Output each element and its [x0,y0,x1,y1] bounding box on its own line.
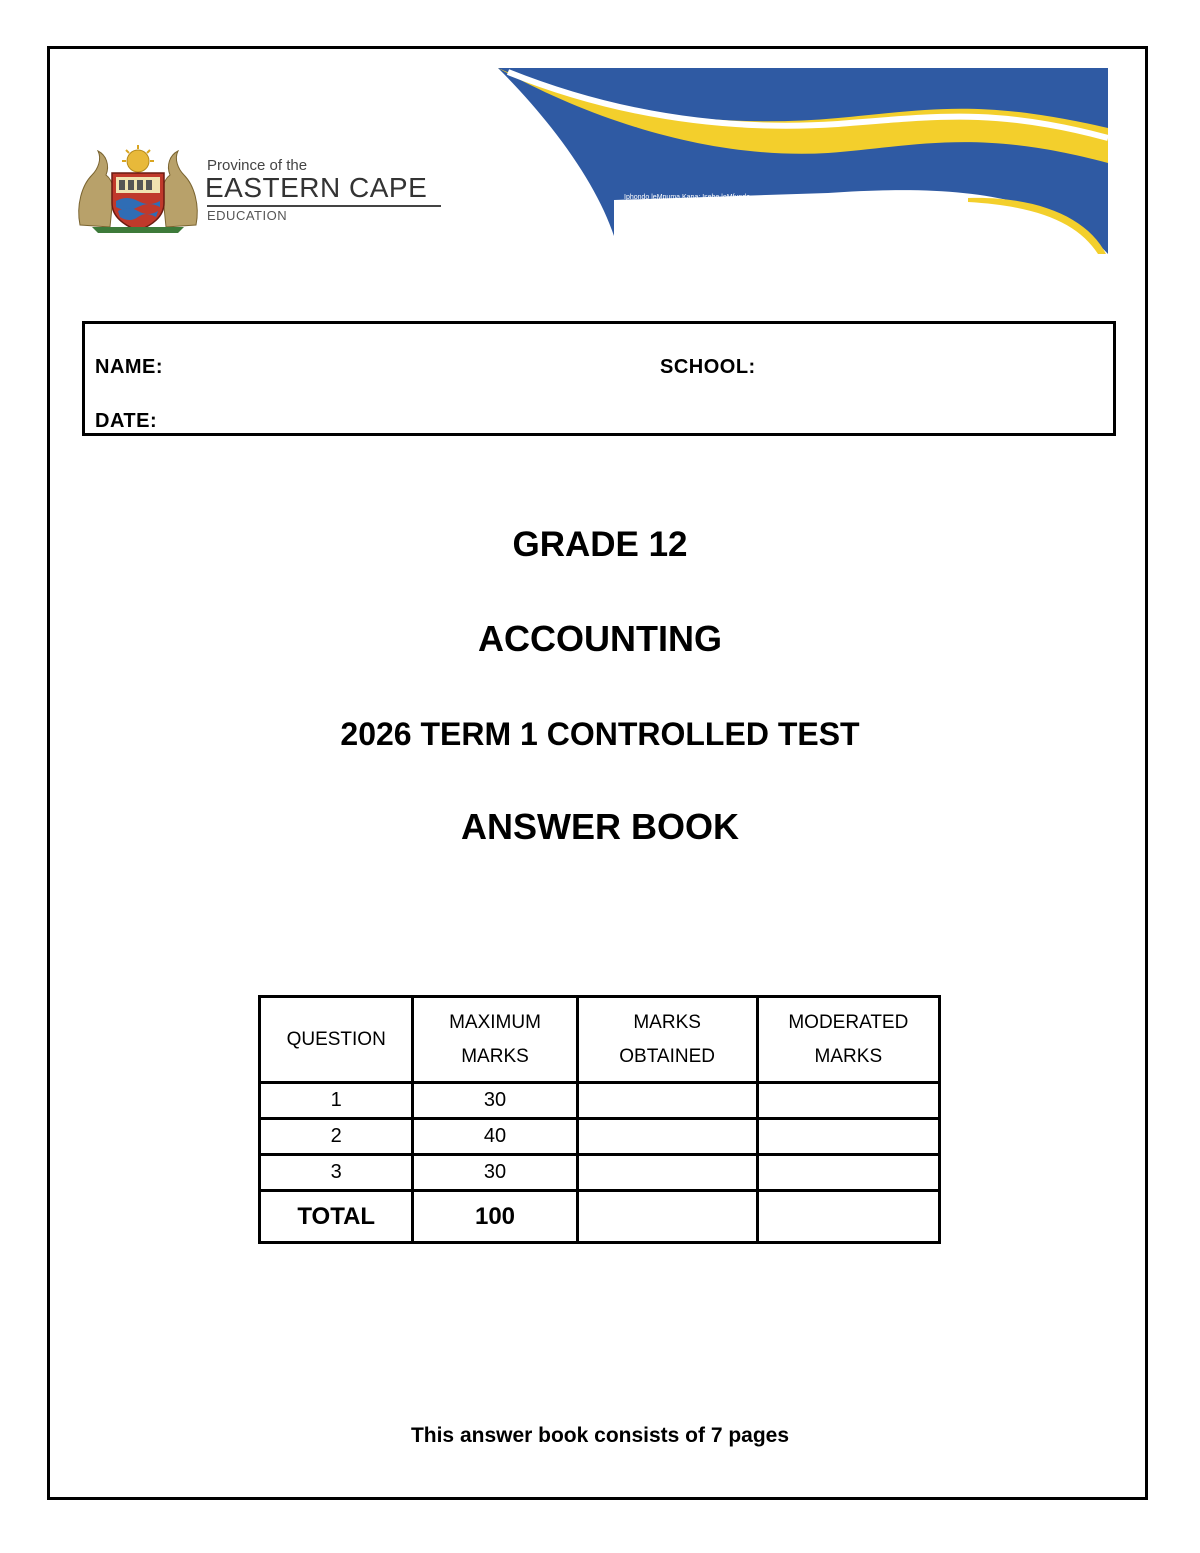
marks-obtained-cell[interactable] [577,1119,757,1155]
marks-table [258,995,941,1244]
header-marks-obtained [577,997,757,1083]
marks-obtained-cell[interactable] [577,1155,757,1191]
header-text: MAXIMUM [449,1011,541,1033]
banner-text [624,193,801,220]
answer-book-title: ANSWER BOOK [461,806,739,847]
coat-of-arms-icon [72,145,204,235]
banner-line: Porafensie Ya Kapa Botjahabela: Lefapha la Thuto [624,212,781,219]
subject-title: ACCOUNTING [478,618,722,659]
marks-obtained-cell[interactable] [577,1083,757,1119]
question-cell: 1 [260,1083,413,1119]
table-row [260,1083,940,1119]
max-marks-cell: 30 [413,1083,577,1119]
total-obtained-cell[interactable] [577,1191,757,1243]
table-total-row [260,1191,940,1243]
table-row [260,1119,940,1155]
table-header-row [260,997,940,1083]
moderated-marks-cell[interactable] [757,1119,939,1155]
department-banner [498,68,1108,254]
candidate-info-box [82,321,1116,436]
banner-line: Provinsie van die Oos Kaap: Departement van Onderwys [624,203,802,210]
logo-rule [207,205,441,207]
header-moderated-marks [757,997,939,1083]
max-marks-cell: 40 [413,1119,577,1155]
date-label: DATE: [95,410,158,432]
moderated-marks-cell[interactable] [757,1083,939,1119]
total-moderated-cell[interactable] [757,1191,939,1243]
max-marks-cell: 30 [413,1155,577,1191]
header-question [260,997,413,1083]
school-label: SCHOOL: [660,356,756,378]
page-border [47,46,1148,1500]
test-title: 2026 TERM 1 CONTROLLED TEST [340,716,860,752]
total-label-cell: TOTAL [260,1191,413,1243]
page-count-note: This answer book consists of 7 pages [410,1424,790,1447]
header-text: MARKS [814,1045,883,1067]
logo-education-text: EDUCATION [207,208,288,223]
question-cell: 3 [260,1155,413,1191]
grade-title: GRADE 12 [512,525,688,564]
name-label: NAME: [95,356,164,378]
header-maximum-marks [413,997,577,1083]
total-max-cell: 100 [413,1191,577,1243]
header-text: QUESTION [286,1028,386,1050]
moderated-marks-cell[interactable] [757,1155,939,1191]
header-text: MARKS [633,1011,701,1033]
banner-line: Iphondo leMpuma Kapa: Isebe leMfundo [624,194,751,201]
question-cell: 2 [260,1119,413,1155]
logo-province-text: Province of the [207,157,308,174]
eastern-cape-logo [72,145,452,235]
header-text: MODERATED [788,1011,909,1033]
header-text: MARKS [461,1045,529,1067]
logo-eastern-cape-text: EASTERN CAPE [205,172,428,203]
header-text: OBTAINED [619,1045,715,1067]
table-row [260,1155,940,1191]
